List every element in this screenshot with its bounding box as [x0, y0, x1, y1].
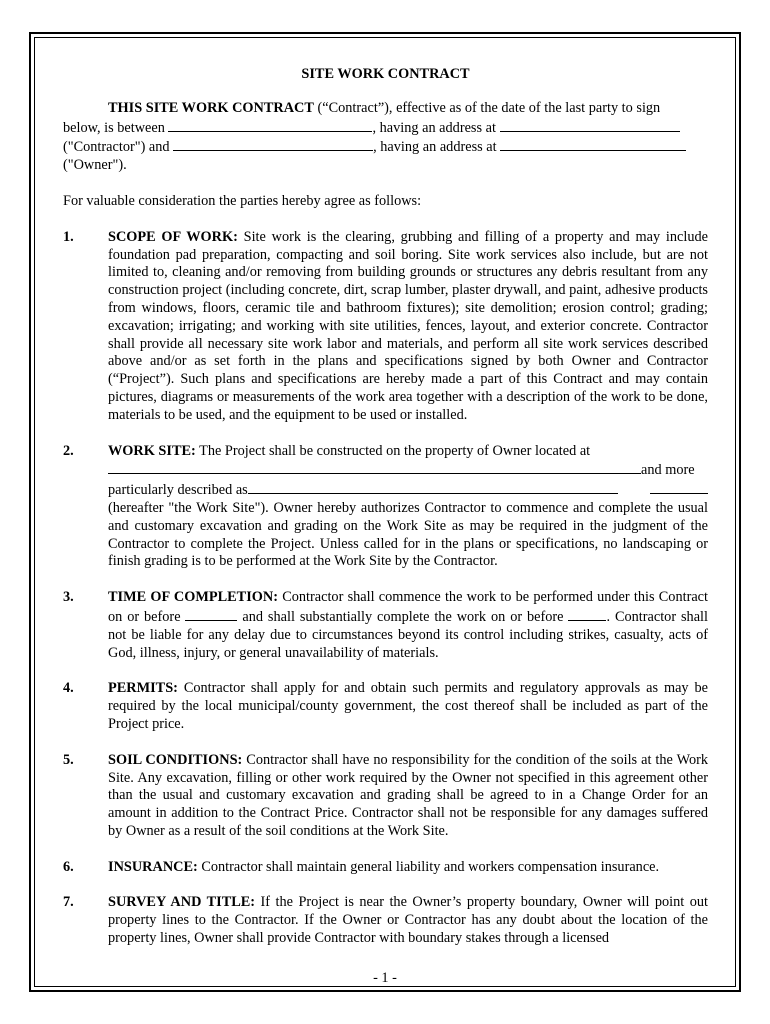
consideration-text: For valuable consideration the parties hereby agree as follows:: [63, 192, 422, 209]
clause-6-heading: INSURANCE:: [108, 858, 198, 875]
contractor-address-blank[interactable]: [500, 118, 680, 132]
clause-5: [63, 752, 708, 841]
clause-3-number: 3.: [63, 589, 74, 606]
clause-1: [63, 229, 708, 425]
property-description-blank-2[interactable]: [650, 480, 708, 494]
property-location-blank[interactable]: [108, 460, 641, 474]
clause-2-text-b: and more: [641, 462, 695, 479]
owner-address-blank[interactable]: [500, 137, 686, 151]
clause-7: [63, 894, 708, 947]
clause-3: [63, 589, 708, 662]
clause-3-text-b: and shall substantially complete the work on or before: [237, 608, 569, 625]
clause-1-text: Site work is the clearing, grubbing and filling of a property and may include foundation pad preparation, compacting and soil boring. Site work services also include, but are not limited to, cleaning and/or removing from building grounds or structures any debris resultant from any construction project (including concrete, dirt, scrap lumber, plaster drywall, and paint, adhesive products from windows, floors, ceramic tile and bathroom fixtures); site demolition; erosion control; grading; excavation; irrigating; and working with site utilities, fences, layout, and exterior concrete. Contractor shall provide all necessary site work labor and materials, and perform all site work services described above and/or as set forth in the plans and specifications signed by both Owner and Contractor (“Project”). Such plans and specifications are hereby made a part of this Contract and may contain pictures, diagrams or measurements of the work area together with a description of the work to be done, materials to be used, and the equipment to be used or installed.: [108, 228, 708, 423]
document-title: SITE WORK CONTRACT: [301, 66, 470, 82]
page-number: - 1 -: [373, 970, 397, 986]
clause-2-text-a: The Project shall be constructed on the property of Owner located at: [195, 442, 591, 459]
clause-7-number: 7.: [63, 894, 74, 911]
clause-3-heading: TIME OF COMPLETION:: [108, 589, 278, 606]
clause-5-heading: SOIL CONDITIONS:: [108, 751, 243, 768]
clause-2-number: 2.: [63, 442, 74, 459]
intro-line2-b: , having an address at: [372, 119, 500, 136]
intro-paragraph: [63, 100, 708, 175]
intro-line-3: [63, 137, 686, 157]
clause-3-text-a: Contractor shall commence the work to be performed under this Contract on or before: [108, 589, 708, 625]
clause-4: [63, 680, 708, 733]
intro-lead-bold: THIS SITE WORK CONTRACT: [108, 99, 314, 116]
owner-name-blank[interactable]: [173, 137, 373, 151]
clause-5-number: 5.: [63, 751, 74, 768]
clause-3-text-c: . Contractor shall not be liable for any delay due to circumstances beyond its control including strikes, casualty, acts of God, illness, injury, or general unavailability of materials.: [108, 608, 708, 661]
clause-6-text: Contractor shall maintain general liability and workers compensation insurance.: [197, 858, 660, 875]
clause-2-location-row: [108, 460, 708, 480]
document-body: [63, 66, 708, 948]
intro-line3-b: , having an address at: [373, 139, 501, 156]
intro-line3-a: ("Contractor") and: [63, 139, 174, 156]
completion-date-blank[interactable]: [568, 607, 606, 621]
clause-1-heading: SCOPE OF WORK:: [108, 228, 238, 245]
clause-4-heading: PERMITS:: [108, 680, 178, 697]
intro-line2-a: below, is between: [63, 119, 169, 136]
clause-4-number: 4.: [63, 680, 74, 697]
clause-7-heading: SURVEY AND TITLE:: [108, 894, 256, 911]
clause-6-number: 6.: [63, 858, 74, 875]
clause-2-text-c: particularly described as: [108, 482, 248, 499]
clause-5-text: Contractor shall have no responsibility for the condition of the soils at the Work Site. Any excavation, filling or other work required by the Owner not specified in this agreement other than the usual and customary excavation and grading shall be agreed to in a Change Order for an amount in addition to the Contract Price. Contractor shall not be responsible for any damages suffered by Owner as a result of the soil conditions at the Work Site.: [108, 751, 708, 839]
clause-4-text: Contractor shall apply for and obtain such permits and regulatory approvals as may be required by the local municipal/county government, the cost thereof shall be included as part of the Project price.: [108, 680, 708, 732]
intro-line-2: [63, 118, 680, 138]
clause-2: [63, 443, 708, 572]
clause-6: [63, 859, 708, 877]
intro-lead-text: (“Contract”), effective as of the date of the last party to sign: [313, 99, 661, 116]
clause-2-description-row: [108, 480, 708, 500]
clause-1-number: 1.: [63, 228, 74, 245]
property-description-blank[interactable]: [248, 480, 618, 494]
commence-date-blank[interactable]: [185, 607, 237, 621]
clause-2-heading: WORK SITE:: [108, 442, 196, 459]
intro-line4: ("Owner").: [63, 157, 127, 174]
clause-2-text-d: (hereafter "the Work Site"). Owner hereby authorizes Contractor to commence and complete the usual and customary excavation and grading on the Work Site as may be required in the judgment of the Contractor to complete the Project. Unless called for in the plans or specifications, no landscaping or finish grading is to be performed at the Work Site by the Contractor.: [108, 499, 708, 570]
clause-7-text: If the Project is near the Owner’s property boundary, Owner will point out property lines to the Contractor. If the Owner or Contractor has any doubt about the location of the property lines, Owner shall provide Contractor with boundary stakes through a licensed: [108, 894, 709, 947]
contractor-name-blank[interactable]: [168, 118, 372, 132]
